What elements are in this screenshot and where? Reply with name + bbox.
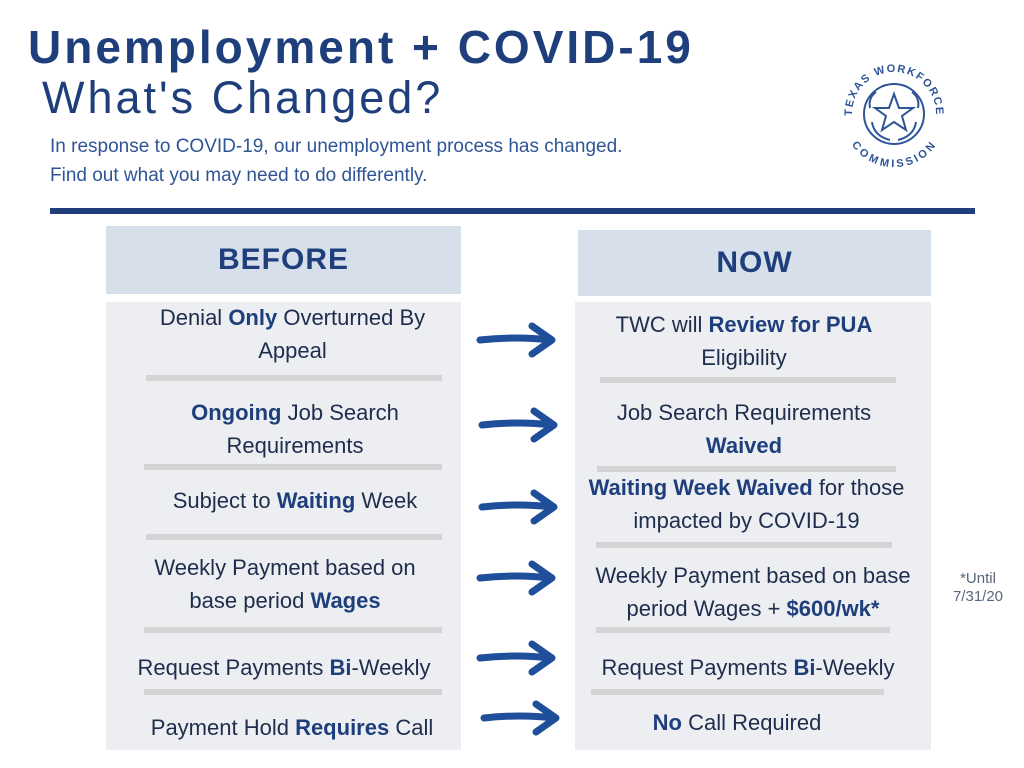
page-title: Unemployment + COVID-19 bbox=[28, 21, 694, 73]
footnote-line-2: 7/31/20 bbox=[952, 588, 1004, 605]
right-arrow-icon bbox=[476, 320, 556, 360]
now-divider bbox=[596, 542, 892, 548]
body-text: Eligibility bbox=[701, 345, 787, 370]
emphasis-text: Waiting Week Waived bbox=[588, 475, 813, 500]
now-item bbox=[585, 308, 903, 374]
body-text: Request Payments bbox=[137, 655, 330, 680]
now-item bbox=[585, 396, 903, 462]
body-text: Job Search Requirements bbox=[616, 400, 872, 425]
body-text: Overturned By Appeal bbox=[258, 305, 426, 363]
before-divider bbox=[146, 534, 442, 540]
intro-line-1: In response to COVID-19, our unemployment process has changed. bbox=[50, 136, 623, 157]
emphasis-text: Only bbox=[228, 305, 278, 330]
body-text: -Weekly bbox=[815, 655, 895, 680]
body-text: -Weekly bbox=[351, 655, 431, 680]
body-text: Week bbox=[355, 488, 418, 513]
emphasis-text: Wages bbox=[310, 588, 381, 613]
footnote bbox=[948, 570, 1008, 606]
body-text: Weekly Payment based on base period Wages + bbox=[595, 563, 911, 621]
right-arrow-icon bbox=[480, 698, 560, 738]
emphasis-text: Bi bbox=[329, 655, 352, 680]
before-item bbox=[112, 651, 456, 684]
before-item bbox=[130, 484, 460, 517]
twc-seal-logo bbox=[838, 56, 950, 168]
right-arrow-icon bbox=[476, 558, 556, 598]
before-divider bbox=[144, 464, 442, 470]
body-text: Subject to bbox=[172, 488, 277, 513]
emphasis-text: Waiting bbox=[276, 488, 356, 513]
seal-text-top: TEXAS WORKFORCE bbox=[842, 62, 946, 117]
seal-text-bottom: COMMISSION bbox=[849, 139, 939, 168]
now-item bbox=[580, 651, 916, 684]
before-divider bbox=[144, 689, 442, 695]
now-item bbox=[585, 706, 889, 739]
body-text: Call Required bbox=[681, 710, 822, 735]
body-text: Weekly Payment based on base period bbox=[154, 555, 416, 613]
right-arrow-icon bbox=[476, 638, 556, 678]
before-item bbox=[130, 551, 440, 617]
before-item bbox=[124, 711, 460, 744]
before-divider bbox=[146, 375, 442, 381]
emphasis-text: Review for PUA bbox=[708, 312, 873, 337]
title-divider bbox=[50, 208, 975, 214]
emphasis-text: $600/wk* bbox=[786, 596, 880, 621]
emphasis-text: Requires bbox=[295, 715, 390, 740]
body-text: Payment Hold bbox=[150, 715, 296, 740]
body-text: Call bbox=[389, 715, 434, 740]
before-item bbox=[150, 396, 440, 462]
star-wreath-seal-icon bbox=[870, 92, 919, 140]
page-subtitle: What's Changed? bbox=[42, 72, 444, 123]
body-text: Request Payments bbox=[601, 655, 794, 680]
body-text: Denial bbox=[159, 305, 229, 330]
now-item bbox=[570, 559, 936, 625]
emphasis-text: Waived bbox=[705, 433, 783, 458]
emphasis-text: Bi bbox=[793, 655, 816, 680]
body-text: for those impacted by COVID-19 bbox=[633, 475, 905, 533]
body-text: TWC will bbox=[615, 312, 709, 337]
emphasis-text: No bbox=[652, 710, 682, 735]
right-arrow-icon bbox=[478, 405, 558, 445]
svg-text:TEXAS WORKFORCE bbox=[843, 63, 945, 116]
now-header: NOW bbox=[578, 230, 931, 296]
before-item bbox=[130, 301, 455, 367]
emphasis-text: Ongoing bbox=[191, 400, 282, 425]
now-divider bbox=[600, 377, 896, 383]
before-header: BEFORE bbox=[106, 226, 461, 294]
body-text: Job Search Requirements bbox=[226, 400, 399, 458]
intro-text bbox=[50, 132, 622, 190]
footnote-line-1: *Until bbox=[960, 570, 996, 587]
now-item bbox=[580, 471, 913, 537]
right-arrow-icon bbox=[478, 487, 558, 527]
before-divider bbox=[144, 627, 442, 633]
intro-line-2: Find out what you may need to do differently. bbox=[50, 165, 428, 186]
now-divider bbox=[591, 689, 884, 695]
now-divider bbox=[596, 627, 890, 633]
